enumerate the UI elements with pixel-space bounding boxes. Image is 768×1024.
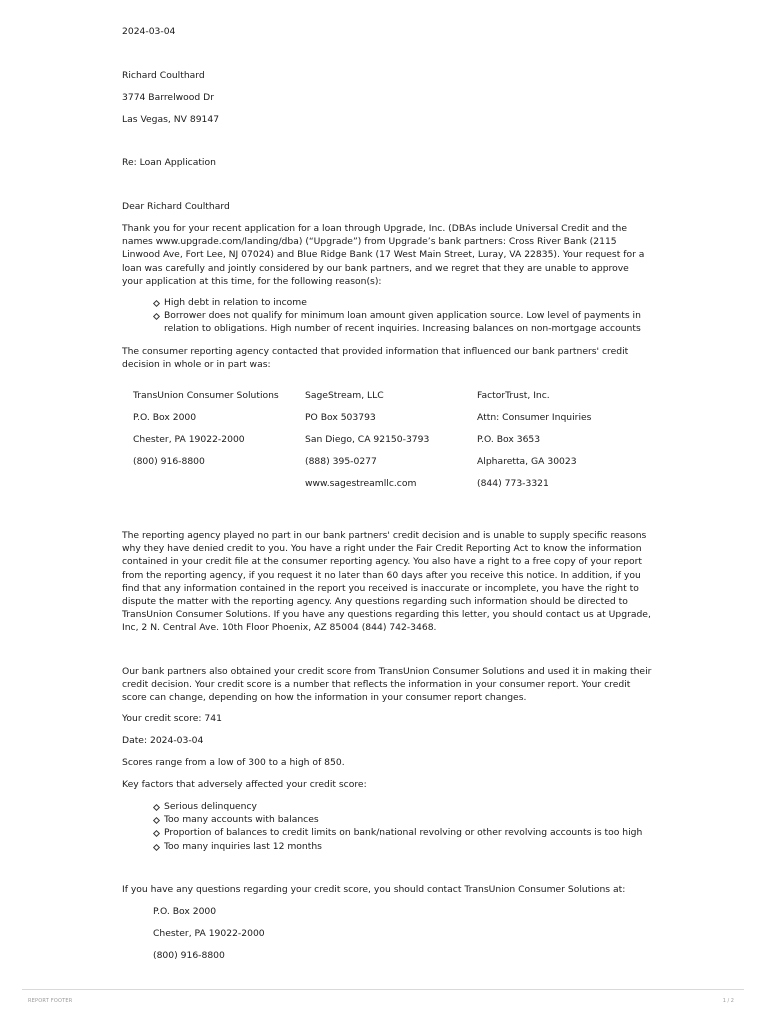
agency-line: Chester, PA 19022-2000 [133, 434, 245, 445]
recipient-street: 3774 Barrelwood Dr [122, 92, 214, 103]
agency-line: SageStream, LLC [305, 390, 384, 401]
agency-sagestream [305, 390, 429, 500]
list-item: Serious delinquency [164, 800, 724, 813]
agency-line: FactorTrust, Inc. [477, 390, 550, 401]
salutation: Dear Richard Coulthard [122, 201, 230, 212]
key-factors-list [122, 800, 724, 853]
list-item: Too many accounts with balances [164, 813, 724, 826]
list-item: High debt in relation to income [164, 296, 664, 309]
rights-paragraph: The reporting agency played no part in our bank partners' credit decision and is unable to supply specific reasons why they have denied credit to you. You have a right under the Fair Credit Reporting Act to know the information contained in your credit file at the consumer reporting agency. You also have a right to a free copy of your report from the reporting agency, if you request it no later than 60 days after you receive this notice. In addition, if you find that any information contained in the report you received is inaccurate or incomplete, you have the right to dispute the matter with the reporting agency. Any questions regarding such information should be directed to TransUnion Consumer Solutions. If you have any questions regarding this letter, you should contact us at Upgrade, Inc, 2 N. Central Ave. 10th Floor Phoenix, AZ 85004 (844) 742-3468. [122, 530, 651, 634]
agency-line: Attn: Consumer Inquiries [477, 412, 592, 423]
denial-reasons-list [122, 296, 664, 336]
key-factors-heading: Key factors that adversely affected your credit score: [122, 779, 367, 790]
agency-transunion [133, 390, 279, 478]
agency-line: (888) 395-0277 [305, 456, 377, 467]
recipient-city: Las Vegas, NV 89147 [122, 114, 220, 125]
footer-label: REPORT FOOTER [28, 998, 73, 1004]
page-number: 1 / 2 [722, 998, 734, 1004]
contact-address: P.O. Box 2000 [153, 906, 217, 917]
agency-website: www.sagestreamllc.com [305, 478, 417, 489]
list-item: Too many inquiries last 12 months [164, 840, 724, 853]
recipient-name: Richard Coulthard [122, 70, 205, 81]
letter-date: 2024-03-04 [122, 26, 176, 37]
credit-score-range: Scores range from a low of 300 to a high of 850. [122, 757, 345, 768]
intro-paragraph: Thank you for your recent application for a loan through Upgrade, Inc. (DBAs include Universal Credit and the names www.upgrade.com/landing/dba) (“Upgrade”) from Upgrade’s bank partners: Cross River Bank (2115 Linwood Ave, Fort Lee, NJ 07024) and Blue Ridge Bank (17 West Main Street, Luray, VA 22835). Your request for a loan was carefully and jointly considered by our bank partners, and we regret that they are unable to approve your application at this time, for the following reason(s): [122, 223, 645, 287]
list-item: Borrower does not qualify for minimum loan amount given application source. Low level of payments in relation to obligations. High number of recent inquiries. Increasing balances on non-mortgage accounts [164, 309, 664, 335]
contact-city: Chester, PA 19022-2000 [153, 928, 265, 939]
list-item: Proportion of balances to credit limits on bank/national revolving or other revolving accounts is too high [164, 826, 724, 839]
agency-line: (844) 773-3321 [477, 478, 549, 489]
credit-score-date: Date: 2024-03-04 [122, 735, 204, 746]
agency-intro: The consumer reporting agency contacted that provided information that influenced our bank partners' credit decision in whole or in part was: [122, 346, 629, 371]
agency-factortrust [477, 390, 591, 500]
agency-line: Alpharetta, GA 30023 [477, 456, 577, 467]
score-paragraph: Our bank partners also obtained your credit score from TransUnion Consumer Solutions and used it in making their credit decision. Your credit score is a number that reflects the information in your consumer report. Your credit score can change, depending on how the information in your consumer report changes. [122, 666, 652, 704]
re-line: Re: Loan Application [122, 157, 216, 168]
contact-intro: If you have any questions regarding your credit score, you should contact TransUnion Consumer Solutions at: [122, 884, 626, 895]
credit-score: Your credit score: 741 [122, 713, 222, 724]
agency-line: (800) 916-8800 [133, 456, 205, 467]
agency-line: P.O. Box 2000 [133, 412, 197, 423]
agency-line: PO Box 503793 [305, 412, 376, 423]
agency-line: P.O. Box 3653 [477, 434, 541, 445]
footer-divider [22, 989, 744, 990]
contact-phone: (800) 916-8800 [153, 950, 225, 961]
agency-line: San Diego, CA 92150-3793 [305, 434, 430, 445]
agency-line: TransUnion Consumer Solutions [133, 390, 279, 401]
